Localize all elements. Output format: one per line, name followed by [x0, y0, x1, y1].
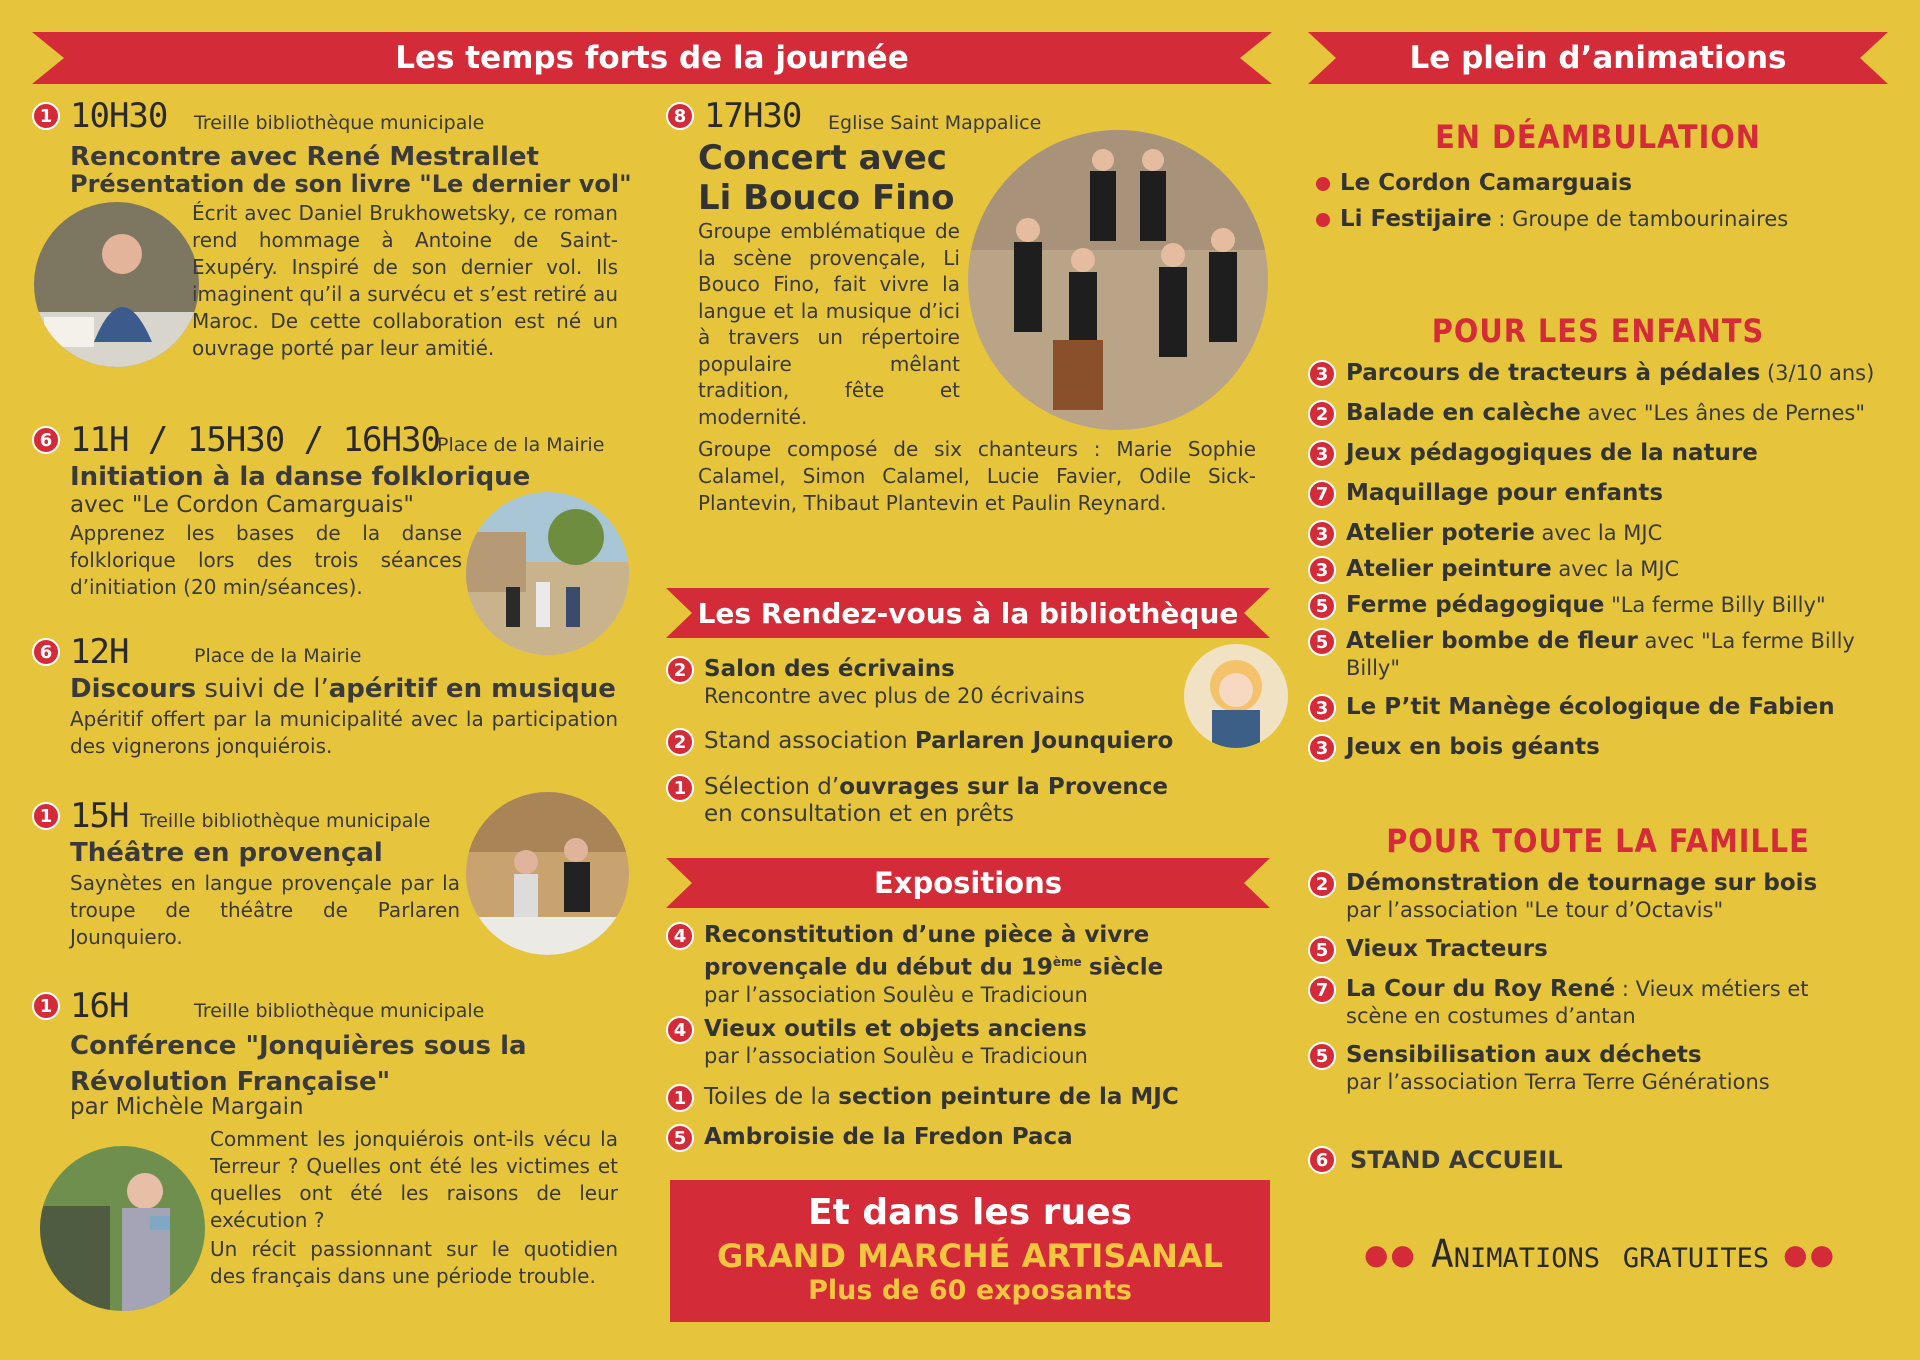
- enfants-item-rest: avec la MJC: [1551, 557, 1680, 581]
- event-title-bold2: apéritif en musique: [328, 674, 616, 704]
- enfants-item: [1308, 734, 1888, 762]
- event-4-header: [32, 796, 128, 836]
- event-2-header: [32, 420, 440, 460]
- enfants-list: [1308, 360, 1888, 762]
- rdv-item: [666, 728, 1173, 756]
- event-body: Apprenez les bases de la danse folklorique lors des trois séances d’initiation (20 min/séances).: [70, 521, 462, 599]
- location-badge: 6: [32, 426, 60, 454]
- location-badge: 3: [1308, 360, 1336, 388]
- event-body-2: Un récit passionnant sur le quotidien des français dans une période trouble.: [210, 1237, 618, 1288]
- event-place: Treille bibliothèque municipale: [140, 810, 431, 832]
- famille-item-title: La Cour du Roy René: [1346, 976, 1616, 1002]
- event-time: 15H: [70, 796, 129, 836]
- enfants-item-title: Atelier peinture: [1346, 556, 1552, 582]
- photo-li-bouco-fino: [968, 130, 1268, 430]
- decorative-dots-icon: ●●: [1783, 1237, 1837, 1271]
- event-body: Écrit avec Daniel Brukhowetsky, ce roman rend hommage à Antoine de Saint-Exupéry. Inspiré de son dernier vol. Ils imaginent qu’il a survécu et s’est retiré au Maroc. De cette collaboration est né un ouvrage porté par leur amitié.: [192, 201, 618, 360]
- ribbon-rdv-title: Les Rendez-vous à la bibliothèque: [697, 596, 1239, 630]
- enfants-item-title: Atelier bombe de fleur: [1346, 628, 1638, 654]
- event-time: 17H30: [704, 96, 802, 136]
- enfants-item-rest: (3/10 ans): [1760, 361, 1875, 385]
- expo-item-title: section peinture de la MJC: [838, 1084, 1179, 1110]
- famille-item: [1308, 1042, 1888, 1096]
- expo-item-sup: ème: [1052, 955, 1082, 969]
- location-badge: 2: [1308, 870, 1336, 898]
- enfants-item: [1308, 360, 1888, 388]
- event-body-2: Groupe composé de six chanteurs : Marie Sophie Calamel, Simon Calamel, Lucie Favier, Odile Sick-Plantevin, Thibaut Plantevin et Paulin Reynard.: [698, 437, 1256, 515]
- famille-item: [1308, 936, 1888, 964]
- event-body: Saynètes en langue provençale par la troupe de théâtre de Parlaren Jounquiero.: [70, 871, 460, 949]
- enfants-item-rest: avec "Les ânes de Pernes": [1580, 401, 1865, 425]
- enfants-item: [1308, 440, 1888, 468]
- deamb-item: [1316, 206, 1788, 233]
- event-6-header: [666, 96, 801, 136]
- expo-item-title: Reconstitution d’une pièce à vivre provençale du début du 19: [704, 922, 1150, 981]
- rdv-item-sub: en consultation et en prêts: [704, 801, 1014, 827]
- location-badge: 4: [666, 1016, 694, 1044]
- location-badge: 5: [666, 1124, 694, 1152]
- enfants-item: [1308, 556, 1888, 584]
- location-badge: 3: [1308, 520, 1336, 548]
- event-title: Théâtre en provençal: [70, 838, 383, 868]
- event-title: Initiation à la danse folklorique: [70, 462, 531, 492]
- animations-gratuites-label: Animations gratuites: [1430, 1232, 1770, 1276]
- reader-illustration-icon: [1184, 644, 1288, 748]
- event-body: Comment les jonquiérois ont-ils vécu la Terreur ? Quelles ont été les victimes et quelles ont été les raisons de leur exécution ?: [210, 1127, 618, 1232]
- location-badge: 5: [1308, 628, 1336, 656]
- location-badge: 2: [1308, 400, 1336, 428]
- enfants-item-title: Parcours de tracteurs à pédales: [1346, 360, 1761, 386]
- enfants-item: [1308, 520, 1888, 548]
- enfants-item-title: Le P’tit Manège écologique de Fabien: [1346, 694, 1835, 720]
- photo-michele-margain: [40, 1146, 205, 1311]
- famille-item-sub: par l’association Terra Terre Générations: [1346, 1070, 1770, 1094]
- rues-line2: Plus de 60 exposants: [808, 1275, 1132, 1306]
- photo-folk-dance: [466, 492, 629, 655]
- event-title-mid: suivi de l’: [196, 674, 329, 704]
- event-place: Treille bibliothèque municipale: [194, 112, 485, 134]
- famille-list: [1308, 870, 1888, 1096]
- rdv-item: [666, 774, 1168, 828]
- event-place: Place de la Mairie: [194, 645, 362, 667]
- section-enfants: POUR LES ENFANTS: [1431, 312, 1765, 350]
- famille-item-sub: scène en costumes d’antan: [1346, 1004, 1636, 1028]
- location-badge: 6: [1308, 1146, 1336, 1174]
- expo-item: [666, 1084, 1179, 1112]
- location-badge: 3: [1308, 734, 1336, 762]
- enfants-item-title: Maquillage pour enfants: [1346, 480, 1664, 506]
- rdv-item-title: Salon des écrivains: [704, 656, 955, 682]
- event-title: [70, 674, 616, 704]
- enfants-item-title: Jeux pédagogiques de la nature: [1346, 440, 1758, 466]
- enfants-item-title: Atelier poterie: [1346, 520, 1535, 546]
- location-badge: 1: [666, 774, 694, 802]
- location-badge: 1: [32, 992, 60, 1020]
- expo-item-pre: Toiles de la: [704, 1084, 839, 1110]
- event-subtitle: avec "Le Cordon Camarguais": [70, 492, 414, 518]
- famille-item-title: Sensibilisation aux déchets: [1346, 1042, 1702, 1068]
- location-badge: 2: [666, 656, 694, 684]
- famille-item-sub: par l’association "Le tour d’Octavis": [1346, 898, 1724, 922]
- famille-item: [1308, 976, 1888, 1030]
- event-place: Treille bibliothèque municipale: [194, 1000, 485, 1022]
- expo-item-sub: par l’association Soulèu e Tradicioun: [704, 1044, 1088, 1068]
- event-time: 16H: [70, 986, 129, 1026]
- location-badge: 3: [1308, 556, 1336, 584]
- stand-accueil-label: STAND ACCUEIL: [1350, 1145, 1563, 1174]
- enfants-item: [1308, 694, 1888, 722]
- location-badge: 5: [1308, 936, 1336, 964]
- expo-item-title: Vieux outils et objets anciens: [704, 1016, 1087, 1042]
- deamb-item-title: Li Festijaire: [1340, 206, 1492, 232]
- location-badge: 6: [32, 638, 60, 666]
- location-badge: 1: [32, 102, 60, 130]
- deamb-item-title: Le Cordon Camarguais: [1340, 170, 1633, 196]
- rdv-item: [666, 656, 1085, 710]
- decorative-dots-icon: ●●: [1363, 1237, 1417, 1271]
- location-badge: 8: [666, 102, 694, 130]
- famille-item-title: Vieux Tracteurs: [1346, 936, 1548, 962]
- expo-item: [666, 1016, 1088, 1070]
- event-title: Concert avec Li Bouco Fino: [698, 138, 955, 218]
- event-time: 10H30: [70, 96, 168, 136]
- event-title: Conférence "Jonquières sous la Révolution Française": [70, 1031, 527, 1097]
- event-place: Place de la Mairie: [437, 434, 605, 456]
- ribbon-expo-title: Expositions: [873, 866, 1063, 900]
- event-title-bold: Discours: [70, 674, 197, 704]
- rdv-item-pre: Sélection d’: [704, 774, 840, 800]
- rues-line1: GRAND MARCHÉ ARTISANAL: [716, 1237, 1224, 1275]
- photo-theatre: [466, 792, 629, 955]
- event-subtitle: Présentation de son livre "Le dernier vol": [70, 170, 632, 198]
- bullet-icon: [1316, 213, 1330, 227]
- section-famille: POUR TOUTE LA FAMILLE: [1386, 822, 1810, 860]
- rues-title: Et dans les rues: [808, 1192, 1132, 1233]
- famille-item-rest: : Vieux métiers et: [1615, 977, 1809, 1001]
- expo-item-sub: par l’association Soulèu e Tradicioun: [704, 982, 1088, 1007]
- enfants-item: [1308, 628, 1888, 682]
- enfants-item-title: Balade en calèche: [1346, 400, 1581, 426]
- event-time: 11H / 15H30 / 16H30: [70, 420, 440, 460]
- enfants-item-rest: avec "La ferme Billy Billy": [1346, 629, 1855, 680]
- event-body: Apéritif offert par la municipalité avec la participation des vignerons jonquiérois.: [70, 707, 618, 758]
- location-badge: 1: [32, 802, 60, 830]
- location-badge: 5: [1308, 592, 1336, 620]
- enfants-item: [1308, 400, 1888, 428]
- enfants-item-title: Ferme pédagogique: [1346, 592, 1605, 618]
- rdv-item-title: ouvrages sur la Provence: [839, 774, 1169, 800]
- photo-rene-mestrallet: [34, 202, 199, 367]
- rdv-item-sub: Rencontre avec plus de 20 écrivains: [704, 684, 1085, 708]
- rdv-item-pre: Stand association: [704, 728, 915, 754]
- rdv-item-title: Parlaren Jounquiero: [914, 728, 1174, 754]
- location-badge: 5: [1308, 1042, 1336, 1070]
- event-body: Groupe emblématique de la scène provençale, Li Bouco Fino, fait vivre la langue et la musique d’ici à travers un répertoire populaire mêlant tradition, fête et modernité.: [698, 219, 960, 429]
- location-badge: 1: [666, 1084, 694, 1112]
- location-badge: 4: [666, 922, 694, 950]
- event-title: Rencontre avec René Mestrallet: [70, 142, 539, 172]
- expo-item-title-2: siècle: [1088, 954, 1164, 981]
- ribbon-left-title: Les temps forts de la journée: [395, 40, 909, 76]
- event-5-header: [32, 986, 128, 1026]
- famille-item-title: Démonstration de tournage sur bois: [1346, 870, 1818, 896]
- bullet-icon: [1316, 177, 1330, 191]
- expo-item: [666, 1124, 1073, 1152]
- animations-gratuites: [1350, 1232, 1850, 1276]
- rues-box: [670, 1180, 1270, 1322]
- famille-item: [1308, 870, 1888, 924]
- event-place: Eglise Saint Mappalice: [828, 112, 1042, 134]
- expo-item-title: Ambroisie de la Fredon Paca: [704, 1124, 1073, 1150]
- enfants-item-rest: avec la MJC: [1534, 521, 1663, 545]
- event-time: 12H: [70, 632, 129, 672]
- event-1-header: [32, 96, 167, 136]
- location-badge: 7: [1308, 480, 1336, 508]
- enfants-item: [1308, 592, 1888, 620]
- event-subtitle: par Michèle Margain: [70, 1094, 304, 1120]
- enfants-item-rest: "La ferme Billy Billy": [1604, 593, 1826, 617]
- ribbon-right-title: Le plein d’animations: [1409, 40, 1787, 76]
- section-deambulation: EN DÉAMBULATION: [1435, 118, 1761, 156]
- expo-item: [666, 922, 1174, 1009]
- enfants-item: [1308, 480, 1888, 508]
- location-badge: 3: [1308, 694, 1336, 722]
- deamb-item: [1316, 170, 1632, 197]
- location-badge: 2: [666, 728, 694, 756]
- enfants-item-title: Jeux en bois géants: [1346, 734, 1600, 760]
- deamb-item-rest: : Groupe de tambourinaires: [1491, 207, 1789, 231]
- location-badge: 7: [1308, 976, 1336, 1004]
- event-3-header: [32, 632, 128, 672]
- stand-accueil: [1308, 1146, 1563, 1174]
- location-badge: 3: [1308, 440, 1336, 468]
